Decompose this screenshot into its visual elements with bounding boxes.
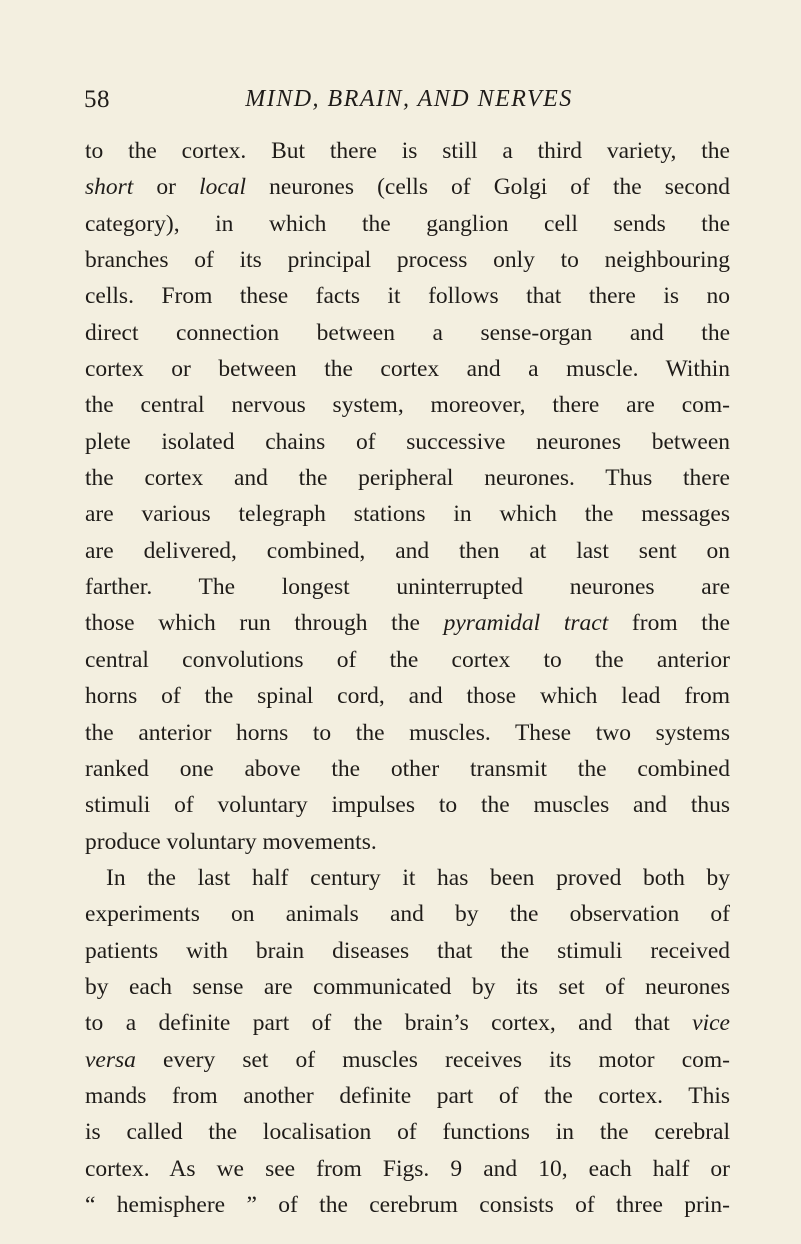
text-segment: “ hemisphere ” of the cerebrum consists of three prin- <box>85 1191 730 1218</box>
text-segment: the cortex and the peripheral neurones. Thus there <box>85 465 730 492</box>
italic-text: pyramidal tract <box>443 610 609 637</box>
text-segment: the anterior horns to the muscles. These two systems <box>85 719 730 746</box>
italic-text: versa <box>85 1046 136 1073</box>
page-number: 58 <box>84 86 110 113</box>
text-segment: is called the localisation of functions in the cerebral <box>85 1119 730 1146</box>
text-segment: neurones (cells of Golgi of the second <box>246 174 731 201</box>
text-segment: farther. The longest uninterrupted neurones are <box>85 574 730 601</box>
text-segment: cortex or between the cortex and a muscle. Within <box>85 356 730 383</box>
text-segment: are delivered, combined, and then at last sent on <box>85 537 730 564</box>
text-line <box>85 1078 730 1114</box>
text-segment: those which run through the <box>85 610 444 637</box>
text-segment: experiments on animals and by the observation of <box>85 901 730 928</box>
text-line <box>85 496 730 532</box>
italic-text: local <box>199 174 247 201</box>
text-line <box>85 787 730 823</box>
text-segment: plete isolated chains of successive neurones between <box>85 428 730 455</box>
italic-text: short <box>85 174 134 201</box>
text-line <box>85 969 730 1005</box>
text-segment: category), in which the ganglion cell sends the <box>85 210 730 237</box>
text-line <box>85 933 730 969</box>
text-segment: every set of muscles receives its motor com- <box>135 1046 730 1073</box>
text-line <box>85 824 730 860</box>
italic-text: vice <box>692 1010 730 1037</box>
text-line <box>85 278 730 314</box>
text-segment: produce voluntary movements. <box>85 828 377 855</box>
page-header <box>84 86 734 120</box>
text-line <box>85 206 730 242</box>
text-line <box>85 751 730 787</box>
text-line <box>85 1187 730 1223</box>
text-segment: mands from another definite part of the cortex. This <box>85 1082 730 1109</box>
text-segment: direct connection between a sense-organ and the <box>85 319 730 346</box>
text-segment: are various telegraph stations in which the messages <box>85 501 730 528</box>
text-segment: the central nervous system, moreover, there are com- <box>85 392 730 419</box>
text-line <box>85 242 730 278</box>
text-line <box>85 715 730 751</box>
text-line <box>85 678 730 714</box>
text-segment: to the cortex. But there is still a third variety, the <box>85 138 730 164</box>
text-segment: patients with brain diseases that the stimuli received <box>85 937 730 964</box>
text-line <box>85 351 730 387</box>
text-line <box>85 569 730 605</box>
text-line <box>85 1114 730 1150</box>
text-segment: central convolutions of the cortex to the anterior <box>85 646 730 673</box>
text-segment: cortex. As we see from Figs. 9 and 10, each half or <box>85 1155 730 1182</box>
text-segment: ranked one above the other transmit the combined <box>85 755 730 782</box>
text-line <box>85 896 730 932</box>
text-line <box>85 1151 730 1187</box>
text-segment: to a definite part of the brain’s cortex, and that <box>85 1010 693 1037</box>
text-segment: horns of the spinal cord, and those which lead from <box>85 683 730 710</box>
text-line <box>85 1005 730 1041</box>
text-segment: branches of its principal process only to neighbouring <box>85 247 730 274</box>
text-segment: stimuli of voluntary impulses to the muscles and thus <box>85 792 730 819</box>
text-segment: from the <box>608 610 730 637</box>
text-line <box>85 533 730 569</box>
text-segment: cells. From these facts it follows that there is no <box>85 283 730 310</box>
text-line <box>85 605 730 641</box>
text-line <box>85 387 730 423</box>
text-segment: In the last half century it has been proved both by <box>106 864 730 891</box>
text-line <box>85 1042 730 1078</box>
text-segment: or <box>133 174 200 201</box>
text-line <box>85 133 730 169</box>
text-line <box>85 424 730 460</box>
text-line <box>85 860 730 896</box>
running-head: MIND, BRAIN, AND NERVES <box>245 86 573 112</box>
text-line <box>85 460 730 496</box>
text-line <box>85 169 730 205</box>
text-line <box>85 642 730 678</box>
text-line <box>85 315 730 351</box>
body-text <box>85 133 730 1223</box>
text-segment: by each sense are communicated by its set of neurones <box>85 973 730 1000</box>
